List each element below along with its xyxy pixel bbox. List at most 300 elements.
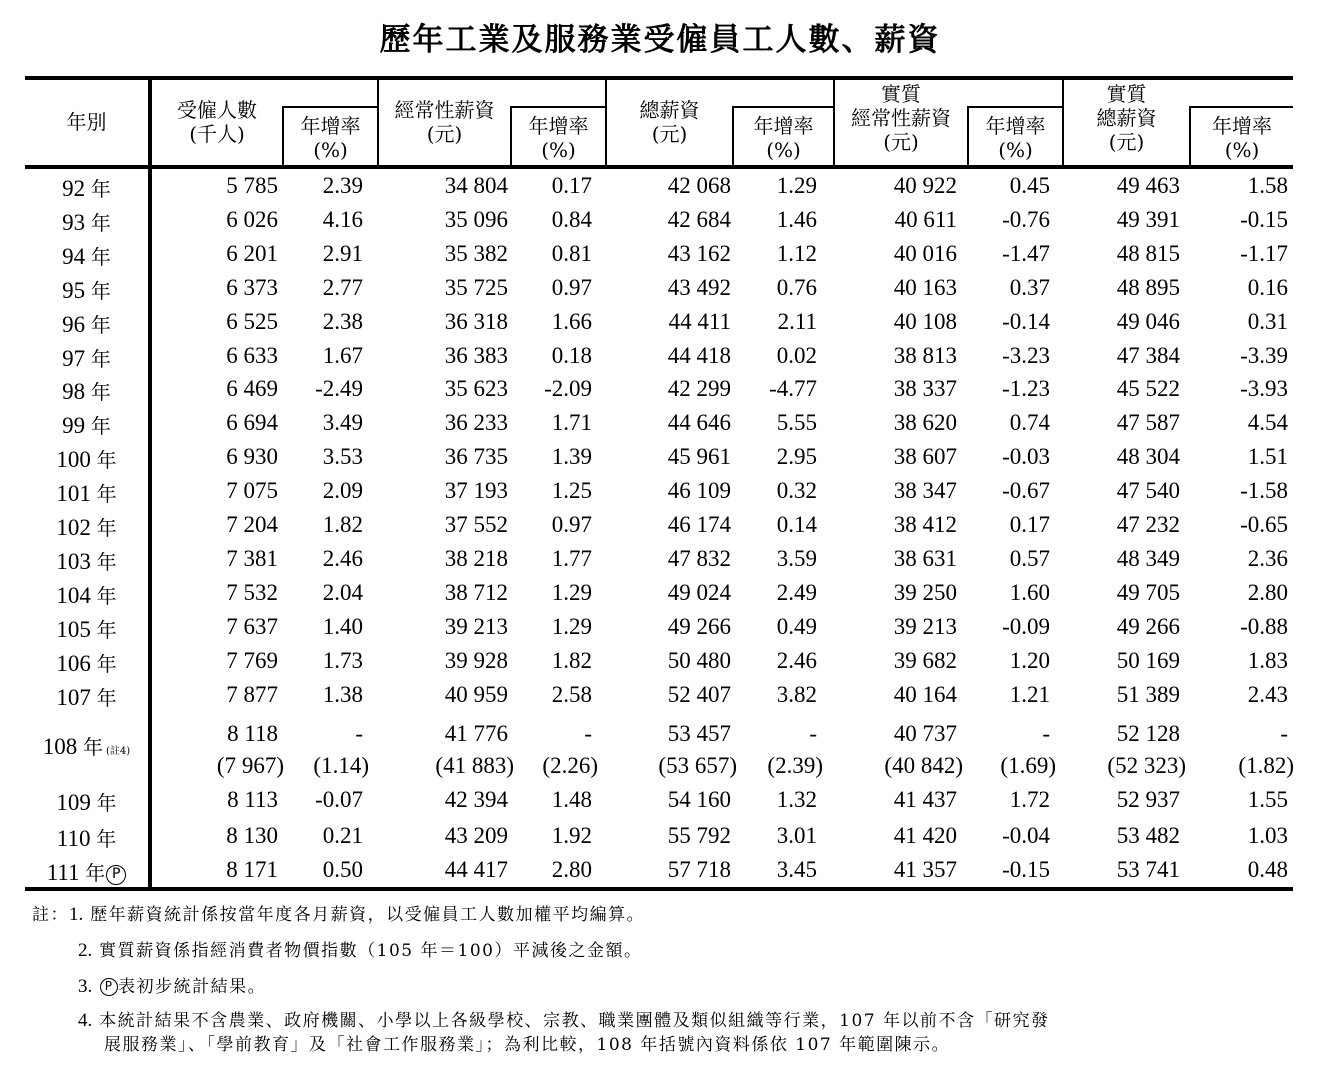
header-unit: (元): [1108, 130, 1145, 154]
header-regular-wage: [379, 98, 510, 146]
header-label: 年增率: [1212, 114, 1272, 138]
table-cell: (52 323): [1107, 753, 1186, 778]
table-cell: 40 108: [893, 309, 957, 334]
table-cell: 1.20: [1009, 648, 1050, 673]
table-cell: 40 164: [893, 682, 957, 707]
table-cell: 57 718: [667, 857, 731, 882]
table-cell: 7 769: [226, 648, 278, 673]
table-cell: 2.09: [322, 478, 363, 503]
header-label: 實質: [1106, 82, 1147, 106]
table-cell: 1.46: [776, 207, 817, 232]
table-cell: -0.03: [1002, 444, 1050, 469]
year-label: [25, 173, 148, 202]
table-cell: 6 201: [226, 241, 278, 266]
table-cell: 36 318: [444, 309, 508, 334]
year-number: 106: [56, 651, 91, 676]
table-cell: 41 437: [893, 787, 957, 812]
table-cell: (1.14): [313, 753, 369, 778]
table-cell: 36 233: [444, 410, 508, 435]
table-cell: 0.48: [1247, 857, 1288, 882]
header-total-wage: [607, 98, 732, 146]
table-cell: 49 463: [1116, 173, 1180, 198]
table-cell: 43 209: [444, 823, 508, 848]
table-cell: 43 162: [667, 241, 731, 266]
table-cell: 1.12: [776, 241, 817, 266]
year-number: 96: [62, 312, 86, 337]
table-cell: -: [1280, 721, 1288, 746]
table-cell: 2.11: [777, 309, 817, 334]
table-cell: 41 776: [444, 721, 508, 746]
table-cell: 2.39: [322, 173, 363, 198]
table-cell: 7 204: [226, 512, 278, 537]
table-cell: 2.95: [776, 444, 817, 469]
year-number: 94: [62, 244, 86, 269]
table-cell: -: [809, 721, 817, 746]
note-2: [78, 936, 642, 962]
table-cell: 1.73: [322, 648, 363, 673]
table-cell: 7 877: [226, 682, 278, 707]
table-cell: -: [584, 721, 592, 746]
year-suffix: 年: [90, 414, 111, 438]
table-cell: -0.09: [1002, 614, 1050, 639]
table-cell: 0.32: [776, 478, 817, 503]
table-cell: -0.15: [1002, 857, 1050, 882]
table-cell: 39 250: [893, 580, 957, 605]
year-number: 103: [56, 549, 91, 574]
header-year: 年別: [66, 110, 107, 134]
table-cell: 38 607: [893, 444, 957, 469]
year-suffix: 年: [96, 448, 117, 472]
table-cell: 8 113: [227, 787, 278, 812]
table-cell: 1.60: [1009, 580, 1050, 605]
table-cell: 37 193: [444, 478, 508, 503]
year-label: [25, 343, 148, 372]
table-cell: 7 532: [226, 580, 278, 605]
preliminary-mark-icon: P: [100, 978, 118, 996]
table-cell: 0.02: [776, 343, 817, 368]
year-suffix: 年: [90, 245, 111, 269]
table-cell: -4.77: [769, 376, 817, 401]
table-cell: 46 109: [667, 478, 731, 503]
table-bottom-rule: [25, 887, 1293, 891]
header-unit: (%): [766, 138, 801, 162]
table-cell: 6 694: [226, 410, 278, 435]
year-number: 101: [56, 481, 91, 506]
year-suffix: 年: [96, 550, 117, 574]
year-label: [25, 823, 148, 852]
table-cell: 49 266: [667, 614, 731, 639]
table-cell: 1.25: [551, 478, 592, 503]
year-label: [25, 207, 148, 236]
table-cell: 6 469: [226, 376, 278, 401]
table-cell: 0.84: [551, 207, 592, 232]
header-label: 年增率: [985, 114, 1046, 138]
table-cell: 39 682: [893, 648, 957, 673]
table-cell: 44 417: [444, 857, 508, 882]
table-cell: 49 024: [667, 580, 731, 605]
table-cell: 35 725: [444, 275, 508, 300]
table-cell: 50 169: [1116, 648, 1180, 673]
table-cell: 52 937: [1116, 787, 1180, 812]
header-label: 實質: [881, 82, 921, 106]
table-cell: 0.49: [776, 614, 817, 639]
table-cell: 2.58: [551, 682, 592, 707]
table-cell: 3.53: [322, 444, 363, 469]
table-cell: 2.80: [551, 857, 592, 882]
year-number: 108: [42, 734, 78, 759]
year-column-divider: [148, 76, 152, 891]
table-cell: 2.43: [1247, 682, 1288, 707]
table-cell: 0.17: [1009, 512, 1050, 537]
table-cell: 47 540: [1116, 478, 1180, 503]
table-cell: 2.91: [322, 241, 363, 266]
note-text: 表初步統計結果。: [118, 977, 267, 997]
year-label: [25, 546, 148, 575]
table-cell: 51 389: [1116, 682, 1180, 707]
header-real-total-wage: [1064, 82, 1189, 154]
year-label: [25, 478, 148, 507]
table-cell: 47 587: [1116, 410, 1180, 435]
table-cell: 2.04: [322, 580, 363, 605]
table-cell: 2.80: [1247, 580, 1288, 605]
note-reference: (註4): [106, 746, 131, 757]
year-number: 95: [62, 278, 86, 303]
year-number: 98: [62, 379, 86, 404]
table-cell: 0.21: [322, 823, 363, 848]
year-suffix: 年: [96, 618, 117, 642]
note-prefix: 註：: [32, 905, 69, 925]
header-unit: (元): [883, 130, 919, 154]
table-cell: 1.83: [1247, 648, 1288, 673]
table-cell: 49 705: [1116, 580, 1180, 605]
note-number: 1.: [69, 904, 84, 925]
table-cell: 0.31: [1247, 309, 1288, 334]
table-cell: 3.59: [776, 546, 817, 571]
table-cell: 1.92: [551, 823, 592, 848]
year-number: 105: [56, 617, 91, 642]
table-cell: 0.97: [551, 512, 592, 537]
table-cell: 55 792: [667, 823, 731, 848]
table-cell: 5.55: [776, 410, 817, 435]
table-cell: 44 411: [668, 309, 731, 334]
table-cell: 53 741: [1116, 857, 1180, 882]
table-cell: 0.81: [551, 241, 592, 266]
table-cell: 41 420: [893, 823, 957, 848]
table-cell: 1.77: [551, 546, 592, 571]
table-cell: (1.69): [1000, 753, 1056, 778]
table-cell: -0.67: [1002, 478, 1050, 503]
page-title: 歷年工業及服務業受僱員工人數、薪資: [379, 22, 941, 58]
note-1: [32, 900, 645, 926]
header-unit: (元): [426, 122, 463, 146]
growth-box-edge: [967, 106, 1063, 108]
note-text: 本統計結果不含農業、政府機關、小學以上各級學校、宗教、職業團體及類似組織等行業，107 年以前不含「研究發: [99, 1011, 1050, 1031]
table-cell: 36 383: [444, 343, 508, 368]
header-label: 經常性薪資: [394, 98, 495, 122]
table-cell: -0.65: [1240, 512, 1288, 537]
table-cell: (40 842): [884, 753, 963, 778]
table-cell: 34 804: [444, 173, 508, 198]
header-bottom-rule: [25, 165, 1293, 169]
year-label: [25, 512, 148, 541]
table-cell: 2.77: [322, 275, 363, 300]
table-cell: 50 480: [667, 648, 731, 673]
table-cell: 2.38: [322, 309, 363, 334]
table-cell: 40 016: [893, 241, 957, 266]
table-cell: 5 785: [226, 173, 278, 198]
table-cell: 41 357: [893, 857, 957, 882]
table-cell: 42 394: [444, 787, 508, 812]
table-cell: 1.38: [322, 682, 363, 707]
table-cell: -1.23: [1002, 376, 1050, 401]
table-cell: 38 347: [893, 478, 957, 503]
table-cell: 6 026: [226, 207, 278, 232]
growth-box-edge: [282, 106, 378, 108]
table-cell: -2.09: [544, 376, 592, 401]
header-unit: (千人): [189, 122, 245, 146]
table-cell: 42 299: [667, 376, 731, 401]
table-cell: 0.37: [1009, 275, 1050, 300]
table-cell: -3.93: [1240, 376, 1288, 401]
header-unit: (%): [1224, 138, 1260, 162]
year-suffix: 年: [96, 516, 117, 540]
year-label: [25, 275, 148, 304]
year-number: 99: [62, 413, 86, 438]
data-table: [25, 76, 1293, 891]
year-number: 93: [62, 210, 86, 235]
growth-box-edge: [1189, 106, 1293, 108]
year-suffix: 年: [90, 380, 111, 404]
header-real-regular-wage: [835, 82, 967, 154]
table-cell: 48 895: [1116, 275, 1180, 300]
year-label: [25, 444, 148, 473]
table-cell: 40 611: [894, 207, 957, 232]
preliminary-mark-icon: P: [106, 865, 126, 885]
table-cell: 1.48: [551, 787, 592, 812]
year-number: 110: [56, 826, 91, 851]
table-cell: 49 266: [1116, 614, 1180, 639]
table-cell: 40 922: [893, 173, 957, 198]
year-suffix: 年: [96, 652, 117, 676]
table-cell: 42 684: [667, 207, 731, 232]
table-cell: 53 457: [667, 721, 731, 746]
table-cell: 38 631: [893, 546, 957, 571]
table-cell: -2.49: [315, 376, 363, 401]
table-cell: 1.29: [551, 614, 592, 639]
year-label: [25, 648, 148, 677]
year-suffix: 年: [96, 584, 117, 608]
table-cell: 40 959: [444, 682, 508, 707]
table-cell: 2.46: [322, 546, 363, 571]
header-growth: [512, 114, 605, 162]
table-cell: 4.16: [322, 207, 363, 232]
header-growth: [969, 114, 1062, 162]
table-cell: 2.49: [776, 580, 817, 605]
table-cell: 6 633: [226, 343, 278, 368]
table-cell: 6 930: [226, 444, 278, 469]
table-cell: (2.39): [767, 753, 823, 778]
table-cell: 43 492: [667, 275, 731, 300]
table-cell: 38 218: [444, 546, 508, 571]
table-cell: 44 646: [667, 410, 731, 435]
table-cell: -0.88: [1240, 614, 1288, 639]
table-cell: (1.82): [1238, 753, 1294, 778]
year-number: 100: [56, 447, 91, 472]
year-suffix: 年: [83, 735, 104, 759]
table-cell: (2.26): [542, 753, 598, 778]
table-cell: 8 171: [226, 857, 278, 882]
header-label: 總薪資: [1096, 106, 1157, 130]
table-cell: 48 304: [1116, 444, 1180, 469]
table-cell: 6 373: [226, 275, 278, 300]
note-3: [78, 972, 266, 998]
table-cell: 8 118: [227, 721, 278, 746]
note-4: [78, 1006, 1050, 1032]
table-cell: 35 382: [444, 241, 508, 266]
table-cell: 7 075: [226, 478, 278, 503]
table-cell: -3.39: [1240, 343, 1288, 368]
table-cell: 7 637: [226, 614, 278, 639]
note-number: 2.: [78, 940, 93, 961]
header-growth: [1191, 114, 1293, 162]
table-cell: 1.39: [551, 444, 592, 469]
table-cell: 1.51: [1247, 444, 1288, 469]
table-cell: 47 832: [667, 546, 731, 571]
table-cell: 1.03: [1247, 823, 1288, 848]
table-cell: 36 735: [444, 444, 508, 469]
table-cell: 54 160: [667, 787, 731, 812]
table-cell: 1.72: [1009, 787, 1050, 812]
table-cell: 52 407: [667, 682, 731, 707]
table-cell: -: [1042, 721, 1050, 746]
header-growth: [284, 114, 377, 162]
table-cell: 3.45: [776, 857, 817, 882]
year-number: 104: [56, 583, 91, 608]
year-number: 109: [56, 790, 91, 815]
year-label: [25, 309, 148, 338]
header-unit: (%): [313, 138, 348, 162]
year-suffix: 年: [90, 347, 111, 371]
table-cell: (41 883): [435, 753, 514, 778]
table-cell: 53 482: [1116, 823, 1180, 848]
table-cell: 45 522: [1116, 376, 1180, 401]
year-label: [25, 787, 148, 816]
table-cell: -0.04: [1002, 823, 1050, 848]
table-cell: 1.71: [551, 410, 592, 435]
table-cell: 35 623: [444, 376, 508, 401]
table-cell: -1.47: [1002, 241, 1050, 266]
note-text: 歷年薪資統計係按當年度各月薪資，以受僱員工人數加權平均編算。: [90, 905, 646, 925]
year-suffix: 年: [90, 279, 111, 303]
year-number: 92: [62, 176, 86, 201]
table-cell: 38 813: [893, 343, 957, 368]
note-number: 3.: [78, 976, 93, 997]
table-cell: 0.16: [1247, 275, 1288, 300]
table-cell: 38 412: [893, 512, 957, 537]
table-cell: -0.15: [1240, 207, 1288, 232]
year-suffix: 年: [96, 686, 117, 710]
table-cell: 0.74: [1009, 410, 1050, 435]
header-label: 年增率: [753, 114, 814, 138]
table-cell: 0.17: [551, 173, 592, 198]
table-cell: 1.32: [776, 787, 817, 812]
table-cell: (53 657): [658, 753, 737, 778]
year-number: 97: [62, 346, 86, 371]
year-label: [25, 376, 148, 405]
table-cell: 37 552: [444, 512, 508, 537]
table-cell: 46 174: [667, 512, 731, 537]
table-cell: 0.45: [1009, 173, 1050, 198]
table-cell: 0.50: [322, 857, 363, 882]
table-cell: 52 128: [1116, 721, 1180, 746]
header-label: 總薪資: [639, 98, 700, 122]
table-cell: -3.23: [1002, 343, 1050, 368]
year-label: [25, 857, 148, 886]
table-cell: 0.57: [1009, 546, 1050, 571]
year-label: [25, 410, 148, 439]
table-cell: 48 349: [1116, 546, 1180, 571]
year-suffix: 年: [90, 211, 111, 235]
table-cell: 7 381: [226, 546, 278, 571]
table-cell: -0.07: [315, 787, 363, 812]
table-cell: 1.82: [551, 648, 592, 673]
note-number: 4.: [78, 1010, 93, 1031]
year-label: [25, 241, 148, 270]
header-unit: (%): [998, 138, 1033, 162]
table-cell: -1.17: [1240, 241, 1288, 266]
year-suffix: 年: [96, 827, 117, 851]
year-label: [25, 731, 148, 760]
table-cell: 48 815: [1116, 241, 1180, 266]
table-cell: -0.14: [1002, 309, 1050, 334]
table-cell: 1.82: [322, 512, 363, 537]
table-cell: 1.55: [1247, 787, 1288, 812]
table-cell: 1.58: [1247, 173, 1288, 198]
table-cell: 1.67: [322, 343, 363, 368]
table-cell: 38 712: [444, 580, 508, 605]
header-label: 經常性薪資: [851, 106, 951, 130]
year-label: [25, 682, 148, 711]
table-cell: 40 737: [893, 721, 957, 746]
table-cell: 4.54: [1247, 410, 1288, 435]
header-unit: (%): [541, 138, 576, 162]
table-cell: 2.46: [776, 648, 817, 673]
table-cell: 0.76: [776, 275, 817, 300]
table-cell: 35 096: [444, 207, 508, 232]
year-suffix: 年: [96, 791, 117, 815]
year-suffix: 年: [85, 861, 106, 885]
table-cell: 0.97: [551, 275, 592, 300]
table-cell: 40 163: [893, 275, 957, 300]
year-suffix: 年: [96, 482, 117, 506]
header-unit: (元): [651, 122, 688, 146]
table-cell: 39 928: [444, 648, 508, 673]
table-cell: 1.40: [322, 614, 363, 639]
table-cell: 1.29: [776, 173, 817, 198]
note-text: 展服務業」、「學前教育」及「社會工作服務業」；為利比較，108 年括號內資料係依 107 年範圍陳示。: [104, 1035, 951, 1055]
table-cell: (7 967): [216, 753, 284, 778]
year-suffix: 年: [90, 313, 111, 337]
table-cell: 49 391: [1116, 207, 1180, 232]
year-suffix: 年: [90, 177, 111, 201]
year-number: 107: [56, 685, 91, 710]
growth-box-edge: [732, 106, 834, 108]
table-cell: 1.66: [551, 309, 592, 334]
table-cell: 38 337: [893, 376, 957, 401]
table-cell: 8 130: [226, 823, 278, 848]
year-number: 111: [46, 860, 80, 885]
table-cell: 3.49: [322, 410, 363, 435]
